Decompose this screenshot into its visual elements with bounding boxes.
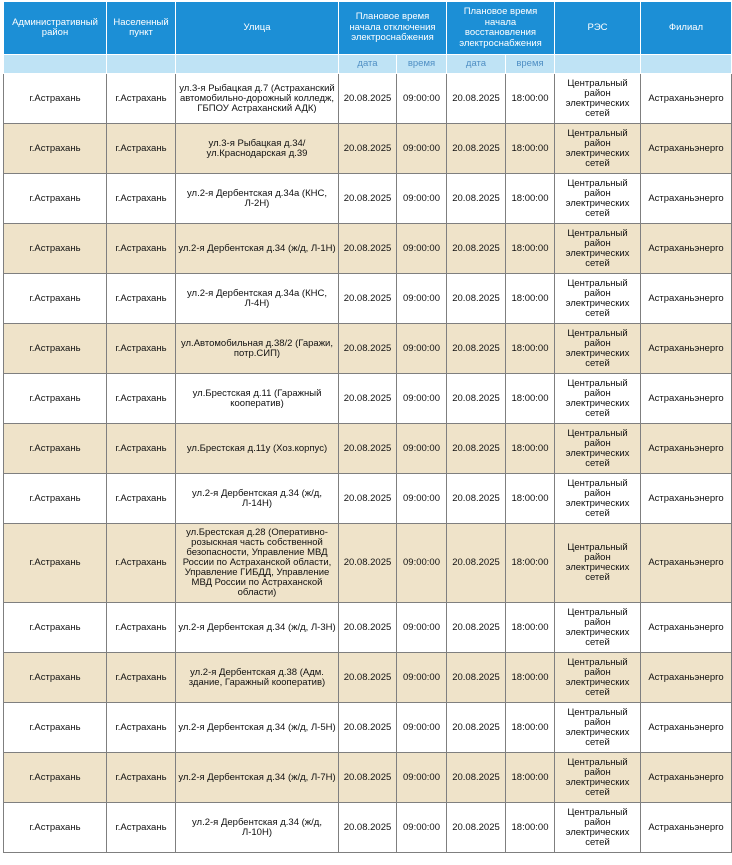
cell-on-time: 18:00:00 [506, 374, 555, 424]
cell-off-date: 20.08.2025 [339, 324, 397, 374]
cell-locality: г.Астрахань [107, 324, 176, 374]
header-branch: Филиал [641, 2, 732, 55]
table-row [4, 74, 732, 124]
cell-off-date: 20.08.2025 [339, 124, 397, 174]
cell-on-date: 20.08.2025 [447, 324, 506, 374]
cell-street: ул.3-я Рыбацкая д.7 (Астраханский автомобильно-дорожный колледж, ГБПОУ Астраханский АДК) [176, 74, 339, 124]
cell-res: Центральный район электрических сетей [555, 174, 641, 224]
header-row [4, 2, 732, 55]
cell-res: Центральный район электрических сетей [555, 474, 641, 524]
cell-branch: Астраханьэнерго [641, 224, 732, 274]
header-on-time: Плановое время начала восстановления электроснабжения [447, 2, 555, 55]
cell-off-date: 20.08.2025 [339, 74, 397, 124]
cell-district: г.Астрахань [4, 803, 107, 853]
cell-on-date: 20.08.2025 [447, 603, 506, 653]
cell-on-time: 18:00:00 [506, 274, 555, 324]
subheader-off-time: время [397, 55, 447, 74]
cell-street: ул.Брестская д.28 (Оперативно-розыскная часть собственной безопасности, Управление МВД России по Астраханской области, Управление ГИБДД, Управление МВД России по Астраханской области) [176, 524, 339, 603]
cell-off-time: 09:00:00 [397, 703, 447, 753]
cell-district: г.Астрахань [4, 603, 107, 653]
cell-off-time: 09:00:00 [397, 753, 447, 803]
cell-branch: Астраханьэнерго [641, 803, 732, 853]
table-row [4, 653, 732, 703]
cell-off-date: 20.08.2025 [339, 524, 397, 603]
cell-off-date: 20.08.2025 [339, 374, 397, 424]
cell-branch: Астраханьэнерго [641, 74, 732, 124]
cell-off-date: 20.08.2025 [339, 703, 397, 753]
cell-district: г.Астрахань [4, 703, 107, 753]
cell-branch: Астраханьэнерго [641, 274, 732, 324]
table-body [4, 74, 732, 853]
cell-res: Центральный район электрических сетей [555, 324, 641, 374]
cell-branch: Астраханьэнерго [641, 124, 732, 174]
cell-district: г.Астрахань [4, 274, 107, 324]
cell-off-date: 20.08.2025 [339, 224, 397, 274]
cell-district: г.Астрахань [4, 753, 107, 803]
cell-on-time: 18:00:00 [506, 224, 555, 274]
cell-off-date: 20.08.2025 [339, 274, 397, 324]
cell-street: ул.2-я Дербентская д.34а (КНС, Л-4Н) [176, 274, 339, 324]
cell-branch: Астраханьэнерго [641, 703, 732, 753]
cell-off-time: 09:00:00 [397, 424, 447, 474]
cell-on-date: 20.08.2025 [447, 74, 506, 124]
subheader-empty [176, 55, 339, 74]
table-row [4, 274, 732, 324]
cell-street: ул.2-я Дербентская д.34 (ж/д, Л-3Н) [176, 603, 339, 653]
cell-district: г.Астрахань [4, 424, 107, 474]
table-row [4, 603, 732, 653]
cell-on-time: 18:00:00 [506, 753, 555, 803]
cell-district: г.Астрахань [4, 474, 107, 524]
subheader-empty [641, 55, 732, 74]
cell-district: г.Астрахань [4, 174, 107, 224]
cell-res: Центральный район электрических сетей [555, 603, 641, 653]
cell-locality: г.Астрахань [107, 374, 176, 424]
cell-district: г.Астрахань [4, 374, 107, 424]
cell-on-time: 18:00:00 [506, 653, 555, 703]
cell-res: Центральный район электрических сетей [555, 653, 641, 703]
cell-on-time: 18:00:00 [506, 524, 555, 603]
cell-on-time: 18:00:00 [506, 603, 555, 653]
cell-street: ул.2-я Дербентская д.34 (ж/д, Л-1Н) [176, 224, 339, 274]
cell-res: Центральный район электрических сетей [555, 753, 641, 803]
cell-res: Центральный район электрических сетей [555, 424, 641, 474]
cell-locality: г.Астрахань [107, 474, 176, 524]
cell-on-date: 20.08.2025 [447, 174, 506, 224]
cell-locality: г.Астрахань [107, 274, 176, 324]
cell-branch: Астраханьэнерго [641, 424, 732, 474]
cell-locality: г.Астрахань [107, 174, 176, 224]
cell-street: ул.Брестская д.11у (Хоз.корпус) [176, 424, 339, 474]
cell-on-time: 18:00:00 [506, 124, 555, 174]
cell-res: Центральный район электрических сетей [555, 803, 641, 853]
cell-off-date: 20.08.2025 [339, 803, 397, 853]
cell-res: Центральный район электрических сетей [555, 703, 641, 753]
cell-locality: г.Астрахань [107, 124, 176, 174]
cell-locality: г.Астрахань [107, 603, 176, 653]
cell-on-date: 20.08.2025 [447, 374, 506, 424]
cell-on-time: 18:00:00 [506, 474, 555, 524]
cell-on-time: 18:00:00 [506, 174, 555, 224]
cell-off-time: 09:00:00 [397, 603, 447, 653]
cell-on-time: 18:00:00 [506, 803, 555, 853]
table-row [4, 803, 732, 853]
cell-off-date: 20.08.2025 [339, 603, 397, 653]
cell-locality: г.Астрахань [107, 224, 176, 274]
header-off-time: Плановое время начала отключения электроснабжения [339, 2, 447, 55]
table-row [4, 174, 732, 224]
cell-district: г.Астрахань [4, 124, 107, 174]
table-row [4, 324, 732, 374]
cell-on-date: 20.08.2025 [447, 274, 506, 324]
cell-branch: Астраханьэнерго [641, 753, 732, 803]
cell-branch: Астраханьэнерго [641, 174, 732, 224]
cell-res: Центральный район электрических сетей [555, 524, 641, 603]
cell-off-date: 20.08.2025 [339, 174, 397, 224]
cell-branch: Астраханьэнерго [641, 324, 732, 374]
cell-locality: г.Астрахань [107, 524, 176, 603]
cell-on-time: 18:00:00 [506, 74, 555, 124]
subheader-empty [4, 55, 107, 74]
subheader-empty [555, 55, 641, 74]
table-row [4, 703, 732, 753]
cell-off-time: 09:00:00 [397, 324, 447, 374]
cell-on-date: 20.08.2025 [447, 474, 506, 524]
table-row [4, 124, 732, 174]
header-district: Административный район [4, 2, 107, 55]
header-locality: Населенный пункт [107, 2, 176, 55]
table-row [4, 753, 732, 803]
header-street: Улица [176, 2, 339, 55]
header-res: РЭС [555, 2, 641, 55]
cell-on-time: 18:00:00 [506, 703, 555, 753]
cell-locality: г.Астрахань [107, 424, 176, 474]
cell-res: Центральный район электрических сетей [555, 274, 641, 324]
cell-branch: Астраханьэнерго [641, 653, 732, 703]
cell-off-time: 09:00:00 [397, 474, 447, 524]
cell-off-time: 09:00:00 [397, 803, 447, 853]
cell-off-time: 09:00:00 [397, 274, 447, 324]
cell-branch: Астраханьэнерго [641, 374, 732, 424]
subheader-off-date: дата [339, 55, 397, 74]
cell-on-date: 20.08.2025 [447, 224, 506, 274]
cell-locality: г.Астрахань [107, 74, 176, 124]
cell-branch: Астраханьэнерго [641, 603, 732, 653]
cell-branch: Астраханьэнерго [641, 524, 732, 603]
outage-schedule-table [3, 1, 732, 853]
cell-off-date: 20.08.2025 [339, 474, 397, 524]
cell-on-date: 20.08.2025 [447, 753, 506, 803]
table-row [4, 524, 732, 603]
table-row [4, 424, 732, 474]
cell-off-time: 09:00:00 [397, 74, 447, 124]
cell-off-date: 20.08.2025 [339, 753, 397, 803]
cell-res: Центральный район электрических сетей [555, 74, 641, 124]
cell-off-time: 09:00:00 [397, 124, 447, 174]
cell-on-date: 20.08.2025 [447, 124, 506, 174]
subheader-empty [107, 55, 176, 74]
cell-res: Центральный район электрических сетей [555, 124, 641, 174]
cell-district: г.Астрахань [4, 324, 107, 374]
subheader-row [4, 55, 732, 74]
cell-on-date: 20.08.2025 [447, 424, 506, 474]
cell-locality: г.Астрахань [107, 753, 176, 803]
cell-branch: Астраханьэнерго [641, 474, 732, 524]
cell-off-time: 09:00:00 [397, 374, 447, 424]
cell-locality: г.Астрахань [107, 653, 176, 703]
cell-street: ул.Автомобильная д.38/2 (Гаражи, потр.СИП) [176, 324, 339, 374]
cell-on-date: 20.08.2025 [447, 524, 506, 603]
table-row [4, 224, 732, 274]
cell-locality: г.Астрахань [107, 803, 176, 853]
cell-on-time: 18:00:00 [506, 424, 555, 474]
cell-district: г.Астрахань [4, 224, 107, 274]
cell-locality: г.Астрахань [107, 703, 176, 753]
cell-district: г.Астрахань [4, 524, 107, 603]
cell-off-date: 20.08.2025 [339, 424, 397, 474]
cell-off-time: 09:00:00 [397, 653, 447, 703]
cell-on-time: 18:00:00 [506, 324, 555, 374]
cell-on-date: 20.08.2025 [447, 653, 506, 703]
cell-off-time: 09:00:00 [397, 174, 447, 224]
cell-on-date: 20.08.2025 [447, 803, 506, 853]
cell-on-date: 20.08.2025 [447, 703, 506, 753]
table-row [4, 474, 732, 524]
cell-district: г.Астрахань [4, 74, 107, 124]
subheader-on-date: дата [447, 55, 506, 74]
cell-street: ул.2-я Дербентская д.34 (ж/д, Л-7Н) [176, 753, 339, 803]
cell-street: ул.2-я Дербентская д.38 (Адм. здание, Гаражный кооператив) [176, 653, 339, 703]
cell-street: ул.2-я Дербентская д.34 (ж/д, Л-14Н) [176, 474, 339, 524]
table-row [4, 374, 732, 424]
cell-street: ул.2-я Дербентская д.34а (КНС, Л-2Н) [176, 174, 339, 224]
cell-street: ул.3-я Рыбацкая д.34/ ул.Краснодарская д.39 [176, 124, 339, 174]
cell-district: г.Астрахань [4, 653, 107, 703]
cell-street: ул.2-я Дербентская д.34 (ж/д, Л-5Н) [176, 703, 339, 753]
cell-res: Центральный район электрических сетей [555, 224, 641, 274]
cell-street: ул.2-я Дербентская д.34 (ж/д, Л-10Н) [176, 803, 339, 853]
cell-off-time: 09:00:00 [397, 524, 447, 603]
cell-off-time: 09:00:00 [397, 224, 447, 274]
cell-street: ул.Брестская д.11 (Гаражный кооператив) [176, 374, 339, 424]
cell-res: Центральный район электрических сетей [555, 374, 641, 424]
cell-off-date: 20.08.2025 [339, 653, 397, 703]
subheader-on-time: время [506, 55, 555, 74]
